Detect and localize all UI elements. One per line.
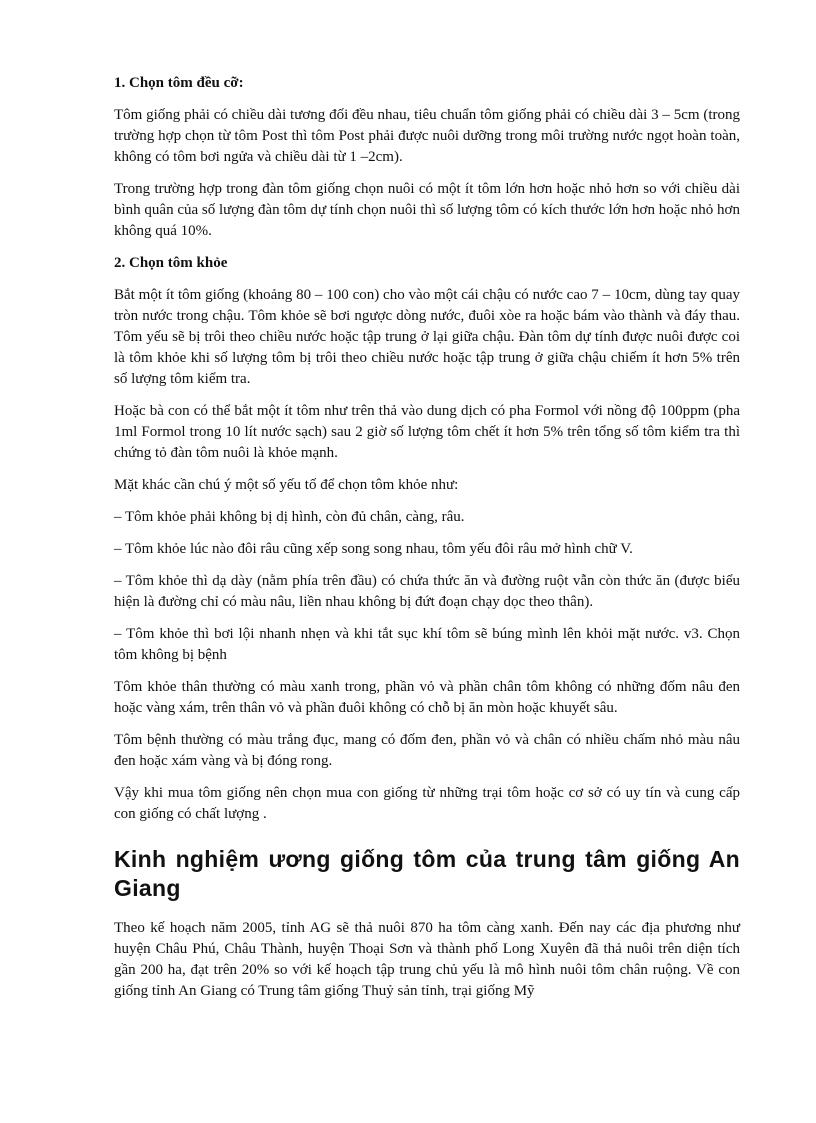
paragraph: Trong trường hợp trong đàn tôm giống chọn nuôi có một ít tôm lớn hơn hoặc nhỏ hơn so với chiều dài bình quân của số lượng đàn tôm dự tính chọn nuôi thì số lượng tôm có kích thước lớn hơn hoặc nhỏ hơn không quá 10%.	[114, 181, 740, 239]
document-page	[114, 73, 740, 1013]
paragraph: Mặt khác cần chú ý một số yếu tố để chọn tôm khỏe như:	[114, 477, 459, 493]
section-1-heading: 1. Chọn tôm đều cỡ:	[114, 75, 244, 91]
section-2-heading: 2. Chọn tôm khỏe	[114, 255, 228, 271]
bullet-item: – Tôm khỏe phải không bị dị hình, còn đủ chân, càng, râu.	[114, 509, 465, 525]
paragraph: Bắt một ít tôm giống (khoảng 80 – 100 con) cho vào một cái chậu có nước cao 7 – 10cm, dùng tay quay tròn nước trong chậu. Tôm khỏe sẽ bơi ngược dòng nước, đuôi xòe ra hoặc bám vào thành và đáy thau. Tôm yếu sẽ bị trôi theo chiều nước hoặc tập trung ở lại giữa chậu. Đàn tôm dự tính được nuôi được coi là tôm khỏe khi số lượng tôm bị trôi theo chiều nước hoặc tập trung ở giữa chậu chiếm ít hơn 5% trên số lượng tôm kiểm tra.	[114, 287, 740, 387]
paragraph: Vậy khi mua tôm giống nên chọn mua con giống từ những trại tôm hoặc cơ sở có uy tín và cung cấp con giống có chất lượng .	[114, 785, 740, 822]
paragraph: Tôm khỏe thân thường có màu xanh trong, phần vỏ và phần chân tôm không có những đốm nâu đen hoặc vàng xám, trên thân vỏ và phần đuôi không có chỗ bị ăn mòn hoặc khuyết sâu.	[114, 679, 740, 716]
bullet-item: – Tôm khỏe lúc nào đôi râu cũng xếp song song nhau, tôm yếu đôi râu mở hình chữ V.	[114, 541, 633, 557]
paragraph: Theo kế hoạch năm 2005, tỉnh AG sẽ thả nuôi 870 ha tôm càng xanh. Đến nay các địa phương như huyện Châu Phú, Châu Thành, huyện Thoại Sơn và thành phố Long Xuyên đã thả nuôi trên diện tích gần 200 ha, đạt trên 20% so với kế hoạch tập trung chủ yếu là mô hình nuôi tôm chân ruộng. Về con giống tỉnh An Giang có Trung tâm giống Thuỷ sản tỉnh, trại giống Mỹ	[114, 920, 740, 999]
paragraph: Hoặc bà con có thể bắt một ít tôm như trên thả vào dung dịch có pha Formol với nồng độ 100ppm (pha 1ml Formol trong 10 lít nước sạch) sau 2 giờ số lượng tôm chết ít hơn 5% trên tổng số tôm kiểm tra thì chứng tỏ đàn tôm nuôi là khỏe mạnh.	[114, 403, 740, 461]
paragraph: Tôm giống phải có chiều dài tương đối đều nhau, tiêu chuẩn tôm giống phải có chiều dài 3 – 5cm (trong trường hợp chọn từ tôm Post thì tôm Post phải được nuôi dưỡng trong môi trường nước ngọt hoàn toàn, không có tôm bơi ngửa và chiều dài từ 1 –2cm).	[114, 107, 740, 165]
bullet-item: – Tôm khỏe thì bơi lội nhanh nhẹn và khi tắt sục khí tôm sẽ búng mình lên khỏi mặt nước. v3. Chọn tôm không bị bệnh	[114, 626, 740, 663]
paragraph: Tôm bệnh thường có màu trắng đục, mang có đốm đen, phần vỏ và chân có nhiều chấm nhỏ màu nâu đen hoặc xám vàng và bị đóng rong.	[114, 732, 740, 769]
main-heading: Kinh nghiệm ương giống tôm của trung tâm giống An Giang	[114, 846, 740, 901]
bullet-item: – Tôm khỏe thì dạ dày (nằm phía trên đầu) có chứa thức ăn và đường ruột vẫn còn thức ăn (được biểu hiện là đường chỉ có màu nâu, liền nhau không bị đứt đoạn chạy dọc theo thân).	[114, 573, 740, 610]
